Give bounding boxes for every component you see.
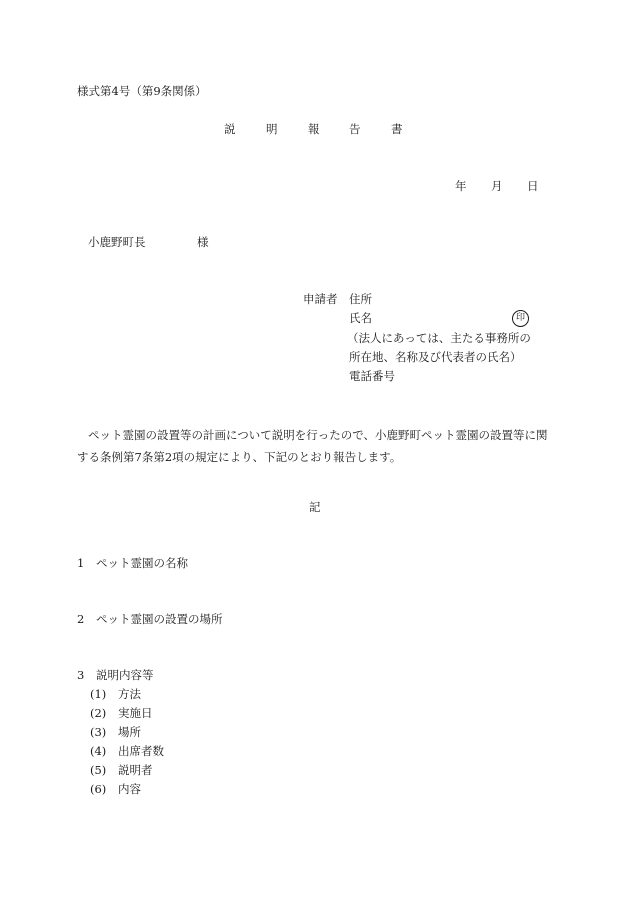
sub-item-number: (4) [90, 744, 107, 758]
sub-item [90, 765, 153, 777]
item-label: ペット霊園の名称 [96, 556, 188, 570]
corporate-note-line2: 所在地、名称及び代表者の氏名） [349, 350, 522, 364]
item-label: ペット霊園の設置の場所 [96, 612, 223, 626]
item-label: 説明内容等 [96, 668, 154, 682]
sub-item [90, 746, 164, 758]
sub-item-label: 方法 [118, 687, 141, 701]
title-char: 説 [224, 122, 236, 136]
addressee-honorific: 様 [197, 235, 209, 249]
sub-item-label: 出席者数 [118, 744, 164, 758]
sub-item-number: (1) [90, 687, 107, 701]
sub-item-label: 説明者 [118, 763, 153, 777]
phone-label: 電話番号 [349, 369, 395, 383]
ki-heading: 記 [309, 500, 321, 514]
sub-item [90, 689, 141, 701]
sub-item [90, 708, 153, 720]
sub-item-number: (3) [90, 725, 107, 739]
form-number: 様式第4号（第9条関係） [77, 84, 207, 98]
item-number: 3 [77, 668, 85, 682]
sub-item-label: 内容 [118, 782, 141, 796]
sub-item-label: 実施日 [118, 706, 153, 720]
address-label: 住所 [349, 292, 372, 306]
sub-item-number: (6) [90, 782, 107, 796]
sub-item [90, 784, 141, 796]
corporate-note-line1: （法人にあっては、主たる事務所の [347, 331, 531, 345]
name-label: 氏名 [349, 311, 372, 325]
date-month: 月 [491, 179, 503, 193]
item-number: 1 [77, 556, 85, 570]
addressee-name: 小鹿野町長 [88, 235, 146, 249]
report-body-text: ペット霊園の設置等の計画について説明を行ったので、小鹿野町ペット霊園の設置等に関する条例第7条第2項の規定により、下記のとおり報告します。 [77, 428, 548, 464]
seal-mark: 印 [512, 310, 529, 327]
title-char: 書 [391, 122, 403, 136]
addressee [88, 235, 209, 249]
item-cemetery-location [77, 614, 223, 626]
sub-item-label: 場所 [118, 725, 141, 739]
title-char: 明 [266, 122, 278, 136]
sub-item [90, 727, 141, 739]
item-cemetery-name [77, 558, 188, 570]
date-day: 日 [527, 179, 539, 193]
title-char: 報 [308, 122, 320, 136]
applicant-label: 申請者 [303, 292, 338, 306]
item-explanation-details [77, 670, 154, 682]
date-year: 年 [455, 179, 467, 193]
sub-item-number: (2) [90, 706, 107, 720]
sub-item-number: (5) [90, 763, 107, 777]
item-number: 2 [77, 612, 85, 626]
title-char: 告 [349, 122, 361, 136]
